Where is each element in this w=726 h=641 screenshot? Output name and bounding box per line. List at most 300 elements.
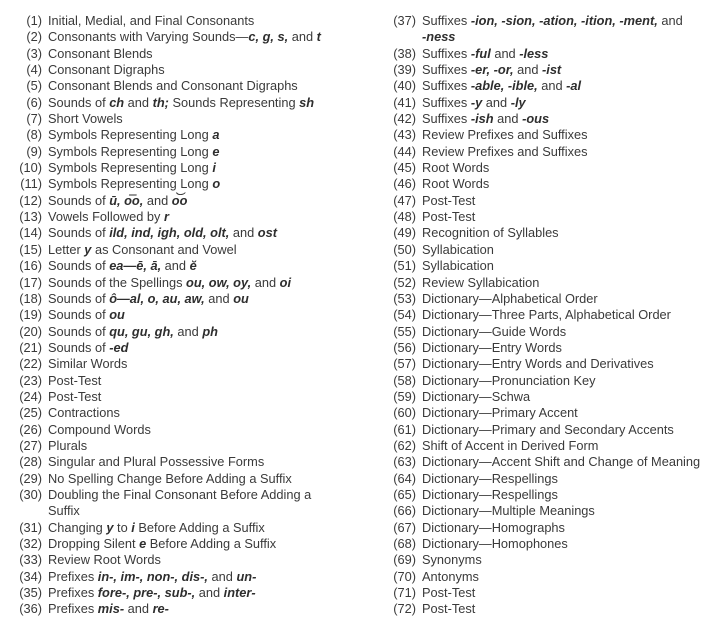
- lesson-number: (37): [393, 13, 416, 28]
- emphasized-segment: -y: [470, 94, 483, 110]
- text-segment: and: [173, 323, 203, 339]
- text-segment: Symbols Representing Long: [48, 176, 213, 192]
- text-segment: Dictionary—Primary Accent: [422, 405, 578, 421]
- text-segment: Suffixes: [422, 111, 471, 127]
- emphasized-segment: in-, im-, non-, dis-,: [97, 568, 208, 584]
- text-segment: Dictionary—Entry Words and Derivatives: [422, 356, 654, 372]
- lesson-title: [422, 487, 558, 503]
- lesson-item: [9, 405, 379, 421]
- lesson-item: [9, 258, 379, 274]
- lesson-number: (48): [393, 209, 416, 225]
- lesson-item: [9, 127, 379, 143]
- lesson-title: [422, 258, 494, 274]
- text-segment: Plurals: [48, 437, 88, 453]
- lesson-number: (66): [393, 503, 416, 519]
- text-segment: Post-Test: [48, 372, 102, 388]
- text-segment: Post-Test: [422, 585, 476, 601]
- text-segment: Antonyms: [422, 568, 479, 584]
- lesson-title: [422, 127, 588, 143]
- emphasized-segment: -er, -or,: [470, 62, 514, 78]
- lesson-item: [9, 356, 379, 372]
- lesson-title: [422, 275, 539, 291]
- lesson-item: [9, 454, 379, 470]
- lesson-item: [9, 225, 379, 241]
- text-segment: Symbols Representing Long: [48, 160, 213, 176]
- lesson-number: (27): [19, 437, 42, 453]
- lesson-number: (45): [393, 160, 416, 176]
- emphasized-segment: y: [84, 241, 92, 257]
- emphasized-segment: -ness: [422, 29, 456, 45]
- emphasized-segment: o: [212, 176, 221, 192]
- lesson-item: [9, 209, 379, 225]
- text-segment: Consonant Digraphs: [48, 62, 165, 78]
- lesson-item: [9, 340, 379, 356]
- right-column: [382, 13, 724, 618]
- lesson-item: [9, 46, 379, 62]
- text-segment: Dictionary—Multiple Meanings: [422, 503, 595, 519]
- text-segment: Symbols Representing Long: [48, 143, 213, 159]
- lesson-title: [48, 569, 256, 585]
- lesson-title: [48, 422, 151, 438]
- lesson-item: [9, 144, 379, 160]
- text-segment: Compound Words: [48, 421, 151, 437]
- lesson-number: (41): [393, 94, 416, 110]
- emphasized-segment: ou, ow, oy,: [186, 274, 252, 290]
- lesson-item: [9, 471, 379, 487]
- lesson-title: [48, 356, 127, 372]
- lesson-item: [382, 258, 724, 274]
- lesson-item: [382, 193, 724, 209]
- lesson-item: [9, 520, 379, 536]
- lesson-number: (51): [393, 258, 416, 274]
- lesson-title: [48, 193, 187, 209]
- text-segment: Post-Test: [422, 192, 476, 208]
- lesson-number: (33): [19, 552, 42, 568]
- text-segment: No Spelling Change Before Adding a Suffix: [48, 470, 292, 486]
- lesson-title: [422, 503, 595, 519]
- text-segment: Sounds of: [48, 323, 110, 339]
- lesson-title: [422, 225, 559, 241]
- text-segment: Dictionary—Three Parts, Alphabetical Order: [422, 307, 671, 323]
- lesson-item: [382, 275, 724, 291]
- text-segment: and: [124, 94, 153, 110]
- text-segment: and: [490, 45, 520, 61]
- lesson-title: [422, 422, 674, 438]
- lesson-number: (65): [393, 486, 416, 502]
- emphasized-segment: -less: [519, 45, 549, 61]
- lesson-title: [48, 536, 276, 552]
- emphasized-segment: ch: [109, 94, 125, 110]
- text-segment: Review Syllabication: [422, 274, 540, 290]
- text-segment: as Consonant and Vowel: [91, 241, 237, 257]
- lesson-item: [382, 601, 724, 617]
- text-segment: Shift of Accent in Derived Form: [422, 437, 599, 453]
- text-segment: and: [288, 29, 317, 45]
- emphasized-segment: -ist: [542, 62, 562, 78]
- text-segment: Sounds of: [48, 290, 110, 306]
- lesson-number: (19): [19, 307, 42, 323]
- text-segment: Synonyms: [422, 552, 482, 568]
- lesson-item: [382, 454, 724, 470]
- text-segment: and: [513, 62, 542, 78]
- text-segment: Dictionary—Alphabetical Order: [422, 290, 598, 306]
- lesson-title: [48, 585, 256, 601]
- lesson-number: (24): [19, 388, 42, 404]
- lesson-title: [48, 95, 314, 111]
- lesson-title: [48, 373, 101, 389]
- emphasized-segment: qu, gu, gh,: [109, 323, 174, 339]
- text-segment: Dictionary—Primary and Secondary Accents: [422, 421, 674, 437]
- lesson-title: [48, 601, 169, 617]
- lesson-title: [422, 569, 479, 585]
- lesson-item: [382, 487, 724, 503]
- lesson-number: (58): [393, 372, 416, 388]
- lesson-item: [9, 536, 379, 552]
- lesson-item: [382, 324, 724, 340]
- lesson-number: (32): [19, 536, 42, 551]
- lesson-number: (38): [393, 45, 416, 61]
- text-segment: Sounds of: [48, 258, 110, 274]
- lesson-title: [48, 242, 237, 258]
- lesson-number: (46): [393, 176, 416, 192]
- text-segment: Initial, Medial, and Final Consonants: [48, 13, 255, 28]
- lesson-title: [422, 78, 581, 94]
- lesson-title: [48, 144, 219, 160]
- lesson-number: (40): [393, 78, 416, 94]
- lesson-number: (67): [393, 519, 416, 535]
- lesson-item: [9, 160, 379, 176]
- text-segment: Consonant Blends and Consonant Digraphs: [48, 78, 298, 94]
- lesson-number: (17): [19, 274, 42, 290]
- lesson-number: (52): [393, 274, 416, 290]
- lesson-number: (4): [26, 62, 42, 78]
- lesson-title: [48, 552, 161, 568]
- lesson-item: [9, 422, 379, 438]
- text-segment: Post-Test: [422, 209, 476, 225]
- lesson-item: [9, 242, 379, 258]
- lesson-number: (61): [393, 421, 416, 437]
- lesson-title: [48, 340, 128, 356]
- lesson-title: [422, 13, 683, 46]
- text-segment: Syllabication: [422, 258, 494, 274]
- lesson-item: [9, 585, 379, 601]
- lesson-number: (57): [393, 356, 416, 372]
- emphasized-segment: -ful: [470, 45, 491, 61]
- lesson-title: [422, 111, 549, 127]
- lesson-number: (60): [393, 405, 416, 421]
- lesson-item: [9, 176, 379, 192]
- lesson-title: [48, 160, 216, 176]
- lesson-title: [48, 487, 311, 520]
- lesson-title: [48, 520, 265, 536]
- lesson-title: [48, 62, 165, 78]
- text-segment: and: [143, 192, 172, 208]
- emphasized-segment: c, g, s,: [248, 29, 289, 45]
- lesson-title: [422, 46, 548, 62]
- text-segment: Sounds of: [48, 339, 110, 355]
- text-segment: Post-Test: [422, 601, 476, 617]
- text-segment: and: [207, 568, 237, 584]
- text-segment: Root Words: [422, 176, 490, 192]
- text-segment: Prefixes: [48, 585, 98, 601]
- lesson-number: (69): [393, 552, 416, 568]
- lesson-title: [422, 340, 562, 356]
- lesson-title: [48, 324, 218, 340]
- text-segment: Dictionary—Entry Words: [422, 339, 562, 355]
- text-segment: Dictionary—Respellings: [422, 470, 558, 486]
- lesson-item: [382, 373, 724, 389]
- emphasized-segment: o͝o: [171, 192, 188, 208]
- lesson-item: [9, 95, 379, 111]
- emphasized-segment: -al: [566, 78, 582, 94]
- lesson-item: [382, 520, 724, 536]
- text-segment: Review Root Words: [48, 552, 161, 568]
- lesson-item: [382, 78, 724, 94]
- lesson-number: (2): [26, 29, 42, 45]
- text-segment: Contractions: [48, 405, 120, 421]
- text-segment: Dictionary—Accent Shift and Change of Meaning: [422, 454, 701, 470]
- text-segment: Dictionary—Respellings: [422, 486, 558, 502]
- lesson-number: (29): [19, 470, 42, 486]
- lesson-item: [382, 471, 724, 487]
- lesson-number: (71): [393, 585, 416, 601]
- lesson-number: (10): [19, 160, 42, 176]
- emphasized-segment: ost: [257, 225, 277, 241]
- lesson-title: [48, 389, 101, 405]
- text-segment: Short Vowels: [48, 111, 123, 127]
- lesson-number: (7): [26, 111, 42, 127]
- emphasized-segment: ea—ē, ā,: [109, 258, 162, 274]
- lesson-number: (9): [26, 143, 42, 159]
- lesson-number: (21): [19, 339, 42, 355]
- lesson-number: (13): [19, 209, 42, 225]
- lesson-item: [382, 340, 724, 356]
- lesson-item: [382, 176, 724, 192]
- text-segment: Sounds of the Spellings: [48, 274, 187, 290]
- text-segment: Suffixes: [422, 62, 471, 78]
- lesson-item: [382, 356, 724, 372]
- lesson-title: [422, 438, 598, 454]
- lesson-number: (70): [393, 568, 416, 584]
- lesson-number: (64): [393, 470, 416, 486]
- emphasized-segment: fore-, pre-, sub-,: [97, 585, 196, 601]
- lesson-item: [9, 275, 379, 291]
- lesson-number: (22): [19, 356, 42, 372]
- lesson-number: (56): [393, 339, 416, 355]
- lesson-title: [422, 95, 526, 111]
- text-segment: Suffixes: [422, 45, 471, 61]
- emphasized-segment: ou: [109, 307, 125, 323]
- lesson-number: (68): [393, 536, 416, 551]
- lesson-item: [382, 242, 724, 258]
- emphasized-segment: -ion, -sion, -ation, -ition, -ment,: [470, 13, 658, 28]
- lesson-title: [48, 438, 87, 454]
- lesson-item: [382, 160, 724, 176]
- emphasized-segment: sh: [299, 94, 315, 110]
- text-segment: and: [482, 94, 511, 110]
- text-segment: Suffixes: [422, 78, 471, 94]
- emphasized-segment: ô—al, o, au, aw,: [109, 290, 205, 306]
- lesson-number: (59): [393, 388, 416, 404]
- lesson-title: [422, 373, 596, 389]
- left-column: [9, 13, 379, 618]
- lesson-item: [9, 111, 379, 127]
- lesson-title: [48, 405, 120, 421]
- lesson-item: [382, 438, 724, 454]
- text-segment: Before Adding a Suffix: [134, 519, 265, 535]
- emphasized-segment: e: [139, 536, 147, 551]
- lesson-number: (3): [26, 45, 42, 61]
- lesson-item: [9, 438, 379, 454]
- emphasized-segment: th;: [152, 94, 169, 110]
- lesson-item: [9, 193, 379, 209]
- lesson-number: (25): [19, 405, 42, 421]
- lesson-item: [382, 13, 724, 46]
- lesson-number: (44): [393, 143, 416, 159]
- lesson-item: [9, 601, 379, 617]
- lesson-item: [382, 422, 724, 438]
- emphasized-segment: r: [163, 209, 169, 225]
- lesson-number: (16): [19, 258, 42, 274]
- lesson-title: [422, 324, 566, 340]
- lesson-title: [422, 160, 489, 176]
- lesson-item: [382, 389, 724, 405]
- lesson-item: [9, 569, 379, 585]
- lesson-item: [382, 503, 724, 519]
- lesson-number: (55): [393, 323, 416, 339]
- emphasized-segment: -ous: [522, 111, 550, 127]
- lesson-number: (49): [393, 225, 416, 241]
- lesson-title: [422, 209, 475, 225]
- text-segment: Dictionary—Pronunciation Key: [422, 372, 596, 388]
- lesson-title: [422, 552, 482, 568]
- lesson-title: [422, 520, 565, 536]
- lesson-title: [422, 144, 588, 160]
- lesson-number: (50): [393, 241, 416, 257]
- lesson-title: [48, 291, 249, 307]
- text-segment: and: [124, 601, 153, 617]
- lesson-title: [422, 242, 494, 258]
- lesson-title: [48, 111, 123, 127]
- lesson-number: (1): [26, 13, 42, 28]
- emphasized-segment: -ed: [109, 339, 129, 355]
- lesson-number: (47): [393, 192, 416, 208]
- lesson-number: (34): [19, 568, 42, 584]
- emphasized-segment: -ish: [470, 111, 494, 127]
- lesson-number: (14): [19, 225, 42, 241]
- text-segment: Sounds of: [48, 225, 110, 241]
- lesson-number: (30): [19, 486, 42, 502]
- emphasized-segment: ph: [202, 323, 218, 339]
- text-segment: and: [204, 290, 234, 306]
- text-segment: and: [229, 225, 258, 241]
- lesson-number: (53): [393, 290, 416, 306]
- lesson-item: [382, 307, 724, 323]
- text-segment: Root Words: [422, 160, 490, 176]
- lesson-title: [422, 193, 475, 209]
- lesson-item: [382, 552, 724, 568]
- emphasized-segment: t: [316, 29, 321, 45]
- lesson-number: (12): [19, 192, 42, 208]
- text-segment: Changing: [48, 519, 107, 535]
- lesson-item: [382, 127, 724, 143]
- text-segment: Consonant Blends: [48, 45, 153, 61]
- emphasized-segment: e: [212, 143, 220, 159]
- text-segment: Sounds of: [48, 192, 110, 208]
- text-segment: Syllabication: [422, 241, 494, 257]
- lesson-item: [382, 536, 724, 552]
- lesson-number: (20): [19, 323, 42, 339]
- text-segment: Dictionary—Homophones: [422, 536, 568, 551]
- lesson-title: [422, 601, 475, 617]
- lesson-number: (36): [19, 601, 42, 617]
- lesson-item: [9, 62, 379, 78]
- text-segment: Dictionary—Schwa: [422, 388, 531, 404]
- lesson-title: [48, 471, 292, 487]
- text-segment: Prefixes: [48, 601, 98, 617]
- lesson-number: (35): [19, 585, 42, 601]
- lesson-item: [382, 111, 724, 127]
- text-segment: Recognition of Syllables: [422, 225, 559, 241]
- lesson-title: [48, 127, 219, 143]
- emphasized-segment: i: [131, 519, 135, 535]
- lesson-item: [382, 95, 724, 111]
- lesson-item: [382, 144, 724, 160]
- lesson-title: [422, 176, 489, 192]
- text-segment: Sounds Representing: [168, 94, 300, 110]
- lesson-number: (63): [393, 454, 416, 470]
- emphasized-segment: -ly: [510, 94, 526, 110]
- text-segment: Before Adding a Suffix: [146, 536, 277, 551]
- lesson-title: [48, 176, 220, 192]
- text-segment: Similar Words: [48, 356, 128, 372]
- lesson-number: (11): [20, 176, 42, 192]
- text-segment: Sounds of: [48, 307, 110, 323]
- lesson-item: [9, 13, 379, 29]
- lesson-title: [422, 471, 558, 487]
- text-segment: Doubling the Final Consonant Before Adding a: [48, 486, 312, 502]
- lesson-item: [9, 389, 379, 405]
- lesson-title: [48, 454, 264, 470]
- lesson-item: [9, 29, 379, 45]
- text-segment: Consonants with Varying Sounds—: [48, 29, 249, 45]
- text-segment: Letter: [48, 241, 85, 257]
- lesson-number: (26): [19, 421, 42, 437]
- lesson-title: [422, 585, 475, 601]
- emphasized-segment: inter-: [223, 585, 256, 601]
- lesson-item: [9, 373, 379, 389]
- emphasized-segment: ou: [233, 290, 249, 306]
- lesson-item: [382, 225, 724, 241]
- text-segment: and: [493, 111, 523, 127]
- lesson-item: [9, 307, 379, 323]
- lesson-title: [422, 62, 561, 78]
- lesson-item: [382, 585, 724, 601]
- lesson-item: [9, 291, 379, 307]
- lesson-item: [382, 405, 724, 421]
- text-segment: Symbols Representing Long: [48, 127, 213, 143]
- text-segment: Dictionary—Guide Words: [422, 323, 567, 339]
- emphasized-segment: ĕ: [189, 258, 197, 274]
- text-segment: and: [161, 258, 190, 274]
- lesson-number: (8): [26, 127, 42, 143]
- text-segment: Prefixes: [48, 568, 98, 584]
- text-segment: Singular and Plural Possessive Forms: [48, 454, 265, 470]
- text-segment: and: [657, 13, 683, 28]
- lesson-title: [422, 454, 700, 470]
- lesson-title: [422, 405, 578, 421]
- text-segment: and: [537, 78, 567, 94]
